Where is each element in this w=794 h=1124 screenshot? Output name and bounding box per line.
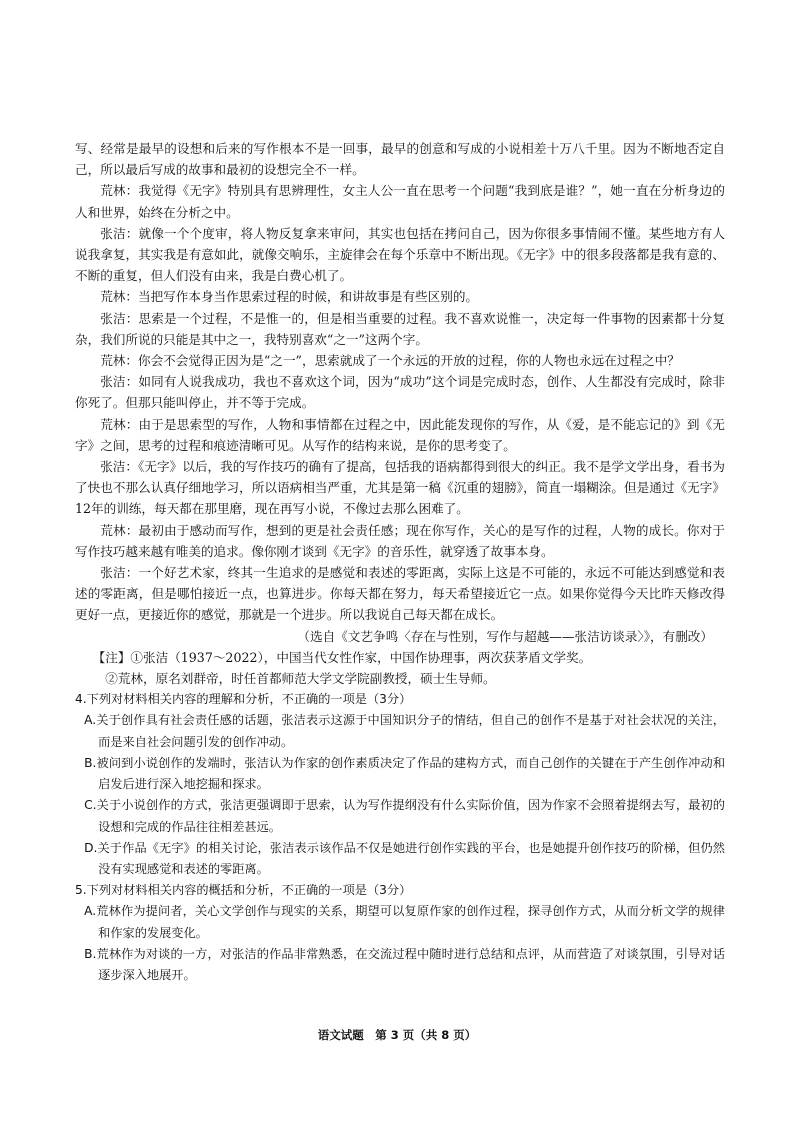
question-4 [75, 689, 725, 880]
passage-paragraph: 荒林：你会不会觉得正因为是“之一”，思索就成了一个永远的开放的过程，你的人物也永远在过程之中？ [100, 353, 680, 369]
answer-option-b: B.被问到小说创作的发端时，张洁认为作家的创作素质决定了作品的建构方式，而自己创作的关键在于产生创作冲动和启发后进行深入地挖掘和探求。 [84, 755, 725, 792]
passage-paragraph: 写、经常是最早的设想和后来的写作根本不是一回事，最早的创意和写成的小说相差十万八千里。因为不断地否定自己，所以最后写成的故事和最初的设想完全不一样。 [75, 141, 725, 178]
passage-paragraph: 荒林：最初由于感动而写作，想到的更是社会责任感；现在你写作，关心的是写作的过程，人物的成长。你对于写作技巧越来越有唯美的追求。像你刚才谈到《无字》的音乐性，就穿透了故事本身。 [75, 522, 725, 559]
passage-paragraph: 荒林：我觉得《无字》特别具有思辨理性，女主人公一直在思考一个问题“我到底是谁？”，她一直在分析身边的人和世界，始终在分析之中。 [75, 183, 725, 220]
annotation-note: 【注】①张洁（1937～2022），中国当代女性作家，中国作协理事，两次获茅盾文学奖。 [92, 649, 592, 665]
question-5 [75, 880, 725, 986]
passage-paragraph: 荒林：当把写作本身当作思索过程的时候，和讲故事是有些区别的。 [100, 289, 478, 305]
passage-paragraph: 张洁：如同有人说我成功，我也不喜欢这个词，因为“成功”这个词是完成时态，创作、人生都没有完成时，除非你死了。但那只能叫停止，并不等于完成。 [75, 374, 725, 411]
source-citation: （选自《文艺争鸣〈存在与性别，写作与超越——张洁访谈录〉》，有删改） [297, 628, 713, 644]
answer-option-c: C.关于小说创作的方式，张洁更强调即于思索，认为写作提纲没有什么实际价值，因为作家不会照着提纲去写，最初的设想和完成的作品往往相差甚远。 [84, 798, 725, 834]
question-stem: 4.下列对材料相关内容的理解和分析，不正确的一项是（3分） [75, 692, 412, 707]
annotations [75, 647, 725, 689]
interview-passage [75, 138, 725, 626]
passage-paragraph: 张洁：思索是一个过程，不是惟一的，但是相当重要的过程。我不喜欢说惟一，决定每一件事物的因素都十分复杂，我们所说的只能是其中之一，我特别喜欢“之一”这两个字。 [75, 310, 725, 347]
passage-paragraph: 张洁：就像一个个度审，将人物反复拿来审问，其实也包括在拷问自己，因为你很多事情闹不懂。某些地方有人说我拿复，其实我是有意如此，就像交响乐，主旋律会在每个乐章中不断出现。《无字》中的很多段落都是我有意的、不断的重复，但人们没有由来，我是白费心机了。 [75, 225, 725, 284]
answer-option-b: B.荒林作为对谈的一方，对张洁的作品非常熟悉，在交流过程中随时进行总结和点评，从而营造了对谈氛围，引导对话逐步深入地展开。 [84, 946, 725, 982]
annotation-note: ②荒林，原名刘群帝，时任首都师范大学文学院副教授，硕士生导师。 [105, 671, 496, 687]
answer-option-a: A.关于创作具有社会责任感的话题，张洁表示这源于中国知识分子的情结，但自己的创作不是基于对社会状况的关注，而是来自社会问题引发的创作冲动。 [84, 713, 725, 749]
passage-paragraph: 张洁：《无字》以后，我的写作技巧的确有了提高，包括我的语病都得到很大的纠正。我不是学文学出身，看书为了快也不那么认真仔细地学习，所以语病相当严重，尤其是第一稿《沉重的翅膀》，简直一塌糊涂。但是通过《无字》12年的训练，每天都在那里磨，现在再写小说，不像过去那么困难了。 [75, 459, 725, 517]
passage-paragraph: 荒林：由于是思索型的写作，人物和事情都在过程之中，因此能发现你的写作，从《爱，是不能忘记的》到《无字》之间，思考的过程和痕迹清晰可见。从写作的结构来说，是你的思考变了。 [75, 416, 725, 453]
answer-option-d: D.关于作品《无字》的相关讨论，张洁表示该作品不仅是她进行创作实践的平台，也是她提升创作技巧的阶梯，但仍然没有实现感觉和表述的零距离。 [84, 840, 725, 876]
page-footer: 语文试题 第 3 页（共 8 页） [317, 1028, 477, 1042]
answer-option-a: A.荒林作为提问者，关心文学创作与现实的关系，期望可以复原作家的创作过程，探寻创作方式，从而分析文学的规律和作家的发展变化。 [84, 904, 725, 940]
passage-paragraph: 张洁：一个好艺术家，终其一生追求的是感觉和表述的零距离，实际上这是不可能的，永远不可能达到感觉和表述的零距离，但是哪怕接近一点，也算进步。你每天都在努力，每天希望接近它一点。如果你觉得今天比昨天修改得更好一点，更接近你的感觉，那就是一个进步。所以我说自己每天都在成长。 [75, 565, 725, 623]
page-content [75, 138, 725, 986]
question-stem: 5.下列对材料相关内容的概括和分析，不正确的一项是（3分） [75, 883, 412, 898]
